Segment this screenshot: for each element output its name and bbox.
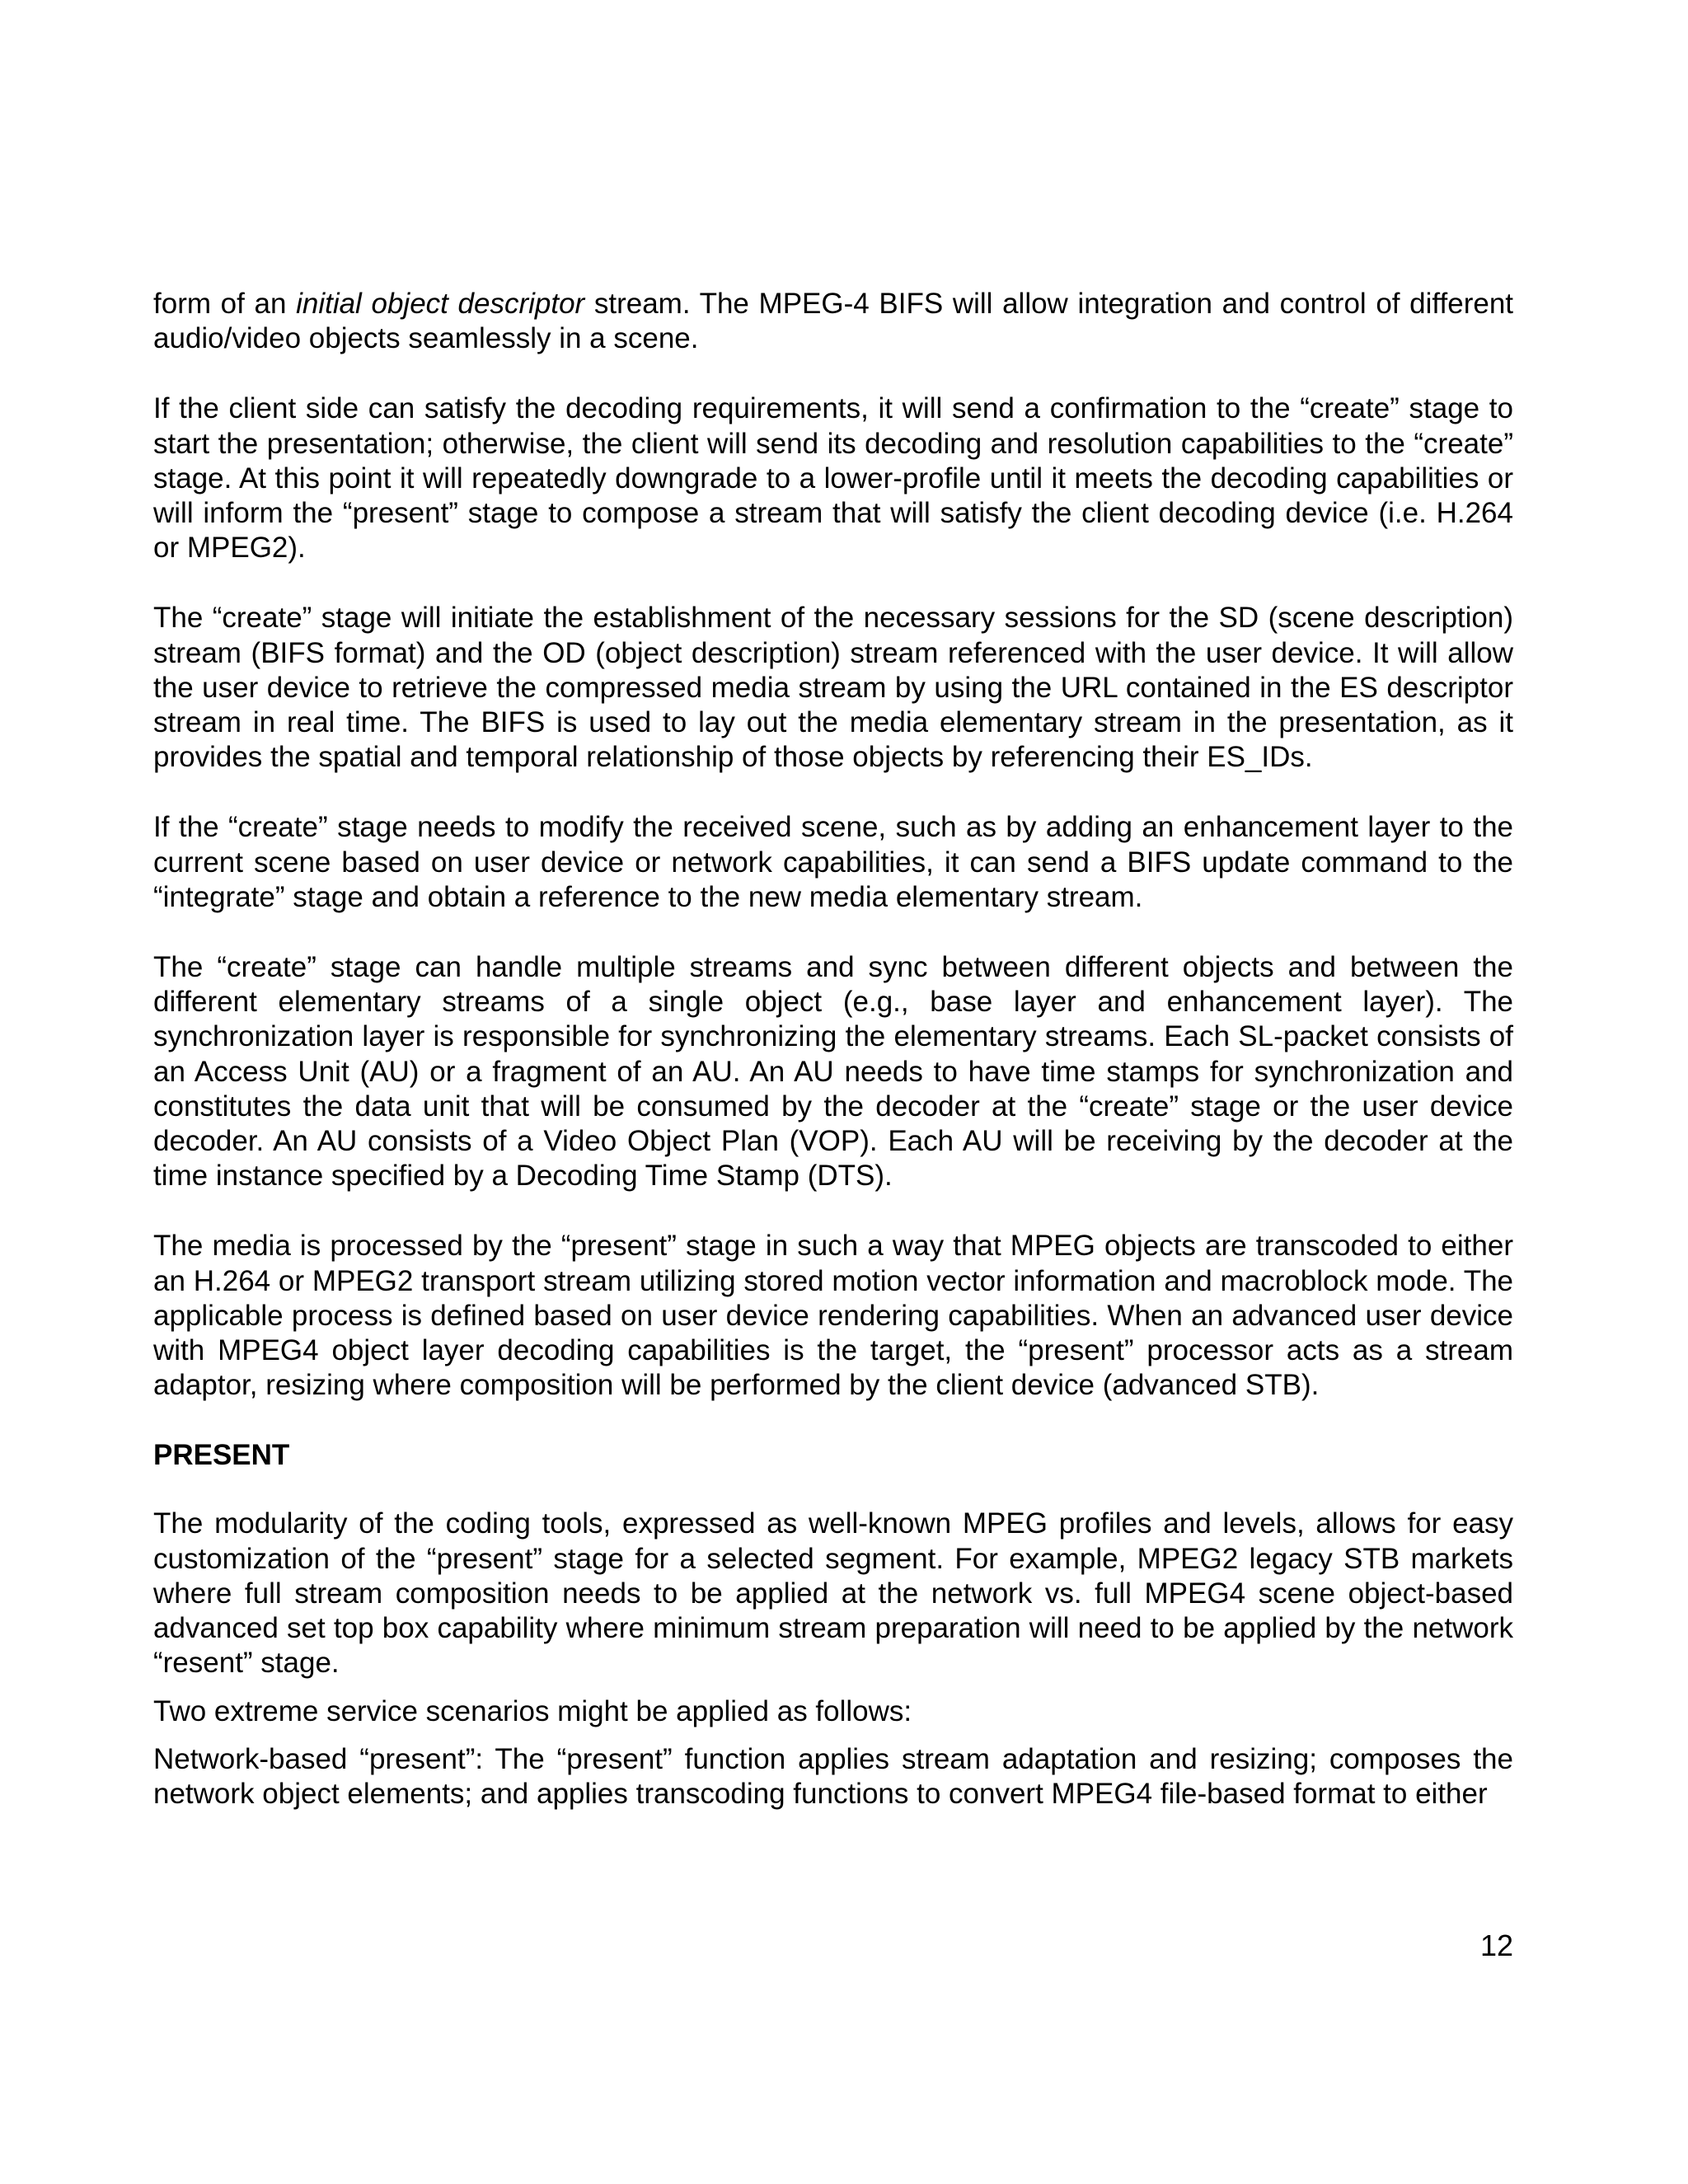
paragraph-network-based-present: Network-based “present”: The “present” function applies stream adaptation and resizing; composes the network object elements; and applies transcoding functions to convert MPEG4 file-based format to either xyxy=(153,1742,1513,1810)
paragraph-modularity: The modularity of the coding tools, expressed as well-known MPEG profiles and levels, allows for easy customization of the “present” stage for a selected segment. For example, MPEG2 legacy STB markets where full stream composition needs to be applied at the network vs. full MPEG4 scene object-based advanced set top box capability where minimum stream preparation will need to be applied by the network “resent” stage. xyxy=(153,1507,1513,1680)
paragraph-service-scenarios: Two extreme service scenarios might be applied as follows: xyxy=(153,1694,912,1727)
paragraph-decoding-requirements: If the client side can satisfy the decoding requirements, it will send a confirmation to the “create” stage to start the presentation; otherwise, the client will send its decoding and resolution capabilities to the “create” stage. At this point it will repeatedly downgrade to a lower-profile until it meets the decoding capabilities or will inform the “present” stage to compose a stream that will satisfy the client decoding device (i.e. H.264 or MPEG2). xyxy=(153,392,1513,565)
section-heading-present: PRESENT xyxy=(153,1439,290,1472)
paragraph-create-sessions: The “create” stage will initiate the establishment of the necessary sessions for the SD (scene description) stream (BIFS format) and the OD (object description) stream referenced with the user device. It will allow the user device to retrieve the compressed media stream by using the URL contained in the ES descriptor stream in real time. The BIFS is used to lay out the media elementary stream in the presentation, as it provides the spatial and temporal relationship of those objects by referencing their ES_IDs. xyxy=(153,602,1513,774)
page-number: 12 xyxy=(1479,1929,1513,1962)
italic-term: initial object descriptor xyxy=(296,288,585,320)
paragraph-synchronization: The “create” stage can handle multiple streams and sync between different objects and between the different elementary streams of a single object (e.g., base layer and enhancement layer). The synchronization layer is responsible for synchronizing the elementary streams. Each SL-packet consists of an Access Unit (AU) or a fragment of an AU. An AU needs to have time stamps for synchronization and constitutes the data unit that will be consumed by the decoder at the “create” stage or the user device decoder. An AU consists of a Video Object Plan (VOP). Each AU will be receiving by the decoder at the time instance specified by a Decoding Time Stamp (DTS). xyxy=(153,951,1513,1193)
paragraph-transcoding: The media is processed by the “present” stage in such a way that MPEG objects are transcoded to either an H.264 or MPEG2 transport stream utilizing stored motion vector information and macroblock mode. The applicable process is defined based on user device rendering capabilities. When an advanced user device with MPEG4 object layer decoding capabilities is the target, the “present” processor acts as a stream adaptor, resizing where composition will be performed by the client device (advanced STB). xyxy=(153,1230,1513,1402)
paragraph-text: form of an xyxy=(153,288,297,320)
document-page xyxy=(153,287,1513,1825)
paragraph-bifs-update: If the “create” stage needs to modify the received scene, such as by adding an enhancement layer to the current scene based on user device or network capabilities, it can send a BIFS update command to the “integrate” stage and obtain a reference to the new media elementary stream. xyxy=(153,811,1513,913)
paragraph-initial-object-descriptor xyxy=(153,287,1513,356)
paragraph-text: stream. The MPEG-4 BIFS will allow integration and control of different audio/video objects seamlessly in a scene. xyxy=(153,288,1514,355)
